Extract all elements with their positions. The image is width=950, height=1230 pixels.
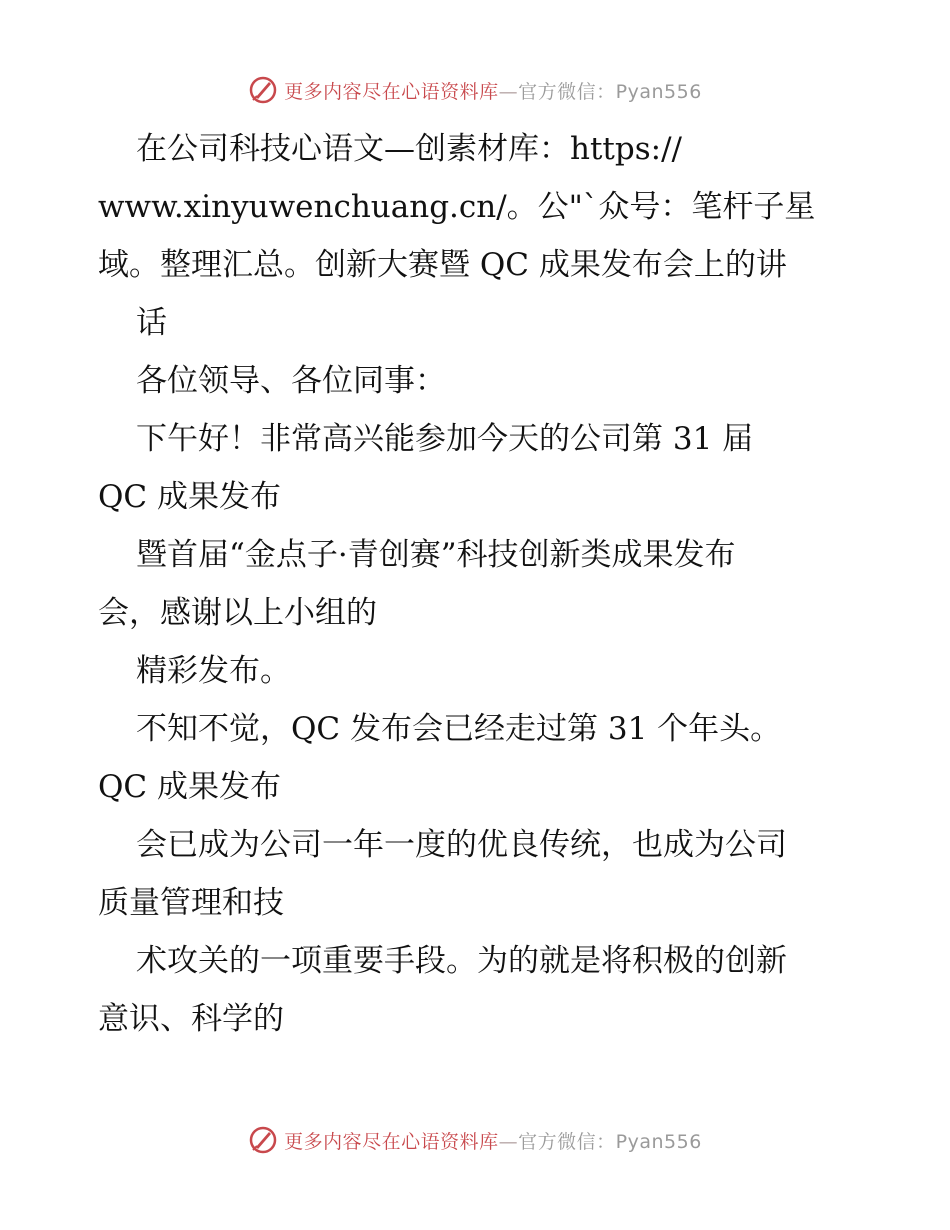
footer-banner-text xyxy=(284,1127,702,1154)
header-banner-text xyxy=(284,77,702,104)
text-line: 不知不觉，QC 发布会已经走过第 31 个年头。 xyxy=(136,711,782,747)
text-line: 话 xyxy=(136,305,167,341)
text-line: www.xinyuwenchuang.cn/。公"`众号：笔杆子星 xyxy=(98,189,816,225)
text-line: 精彩发布。 xyxy=(136,653,291,689)
header-contact: 官方微信：Pyan556 xyxy=(518,80,702,103)
text-line: 下午好！非常高兴能参加今天的公司第 31 届 xyxy=(136,421,754,457)
text-line: 暨首届“金点子·青创赛”科技创新类成果发布 xyxy=(136,537,736,573)
footer-brand: 更多内容尽在心语资料库 xyxy=(284,1130,499,1153)
text-line: 会已成为公司一年一度的优良传统，也成为公司 xyxy=(136,827,787,863)
document-body xyxy=(98,120,858,1048)
text-line: 域。整理汇总。创新大赛暨 QC 成果发布会上的讲 xyxy=(98,247,787,283)
footer-contact: 官方微信：Pyan556 xyxy=(518,1130,702,1153)
text-line: 术攻关的一项重要手段。为的就是将积极的创新 xyxy=(136,943,787,979)
header-brand: 更多内容尽在心语资料库 xyxy=(284,80,499,103)
text-line: 在公司科技心语文—创素材库：https:// xyxy=(136,131,682,167)
text-line: 各位领导、各位同事： xyxy=(136,363,446,399)
text-line: 意识、科学的 xyxy=(98,1001,284,1037)
header-banner xyxy=(0,70,950,110)
text-line: QC 成果发布 xyxy=(98,769,281,805)
text-line: 质量管理和技 xyxy=(98,885,284,921)
quill-logo-icon xyxy=(248,75,278,105)
footer-separator: — xyxy=(498,1130,519,1153)
footer-banner xyxy=(0,1120,950,1160)
text-line: 会，感谢以上小组的 xyxy=(98,595,377,631)
quill-logo-icon xyxy=(248,1125,278,1155)
header-separator: — xyxy=(498,80,519,103)
text-line: QC 成果发布 xyxy=(98,479,281,515)
